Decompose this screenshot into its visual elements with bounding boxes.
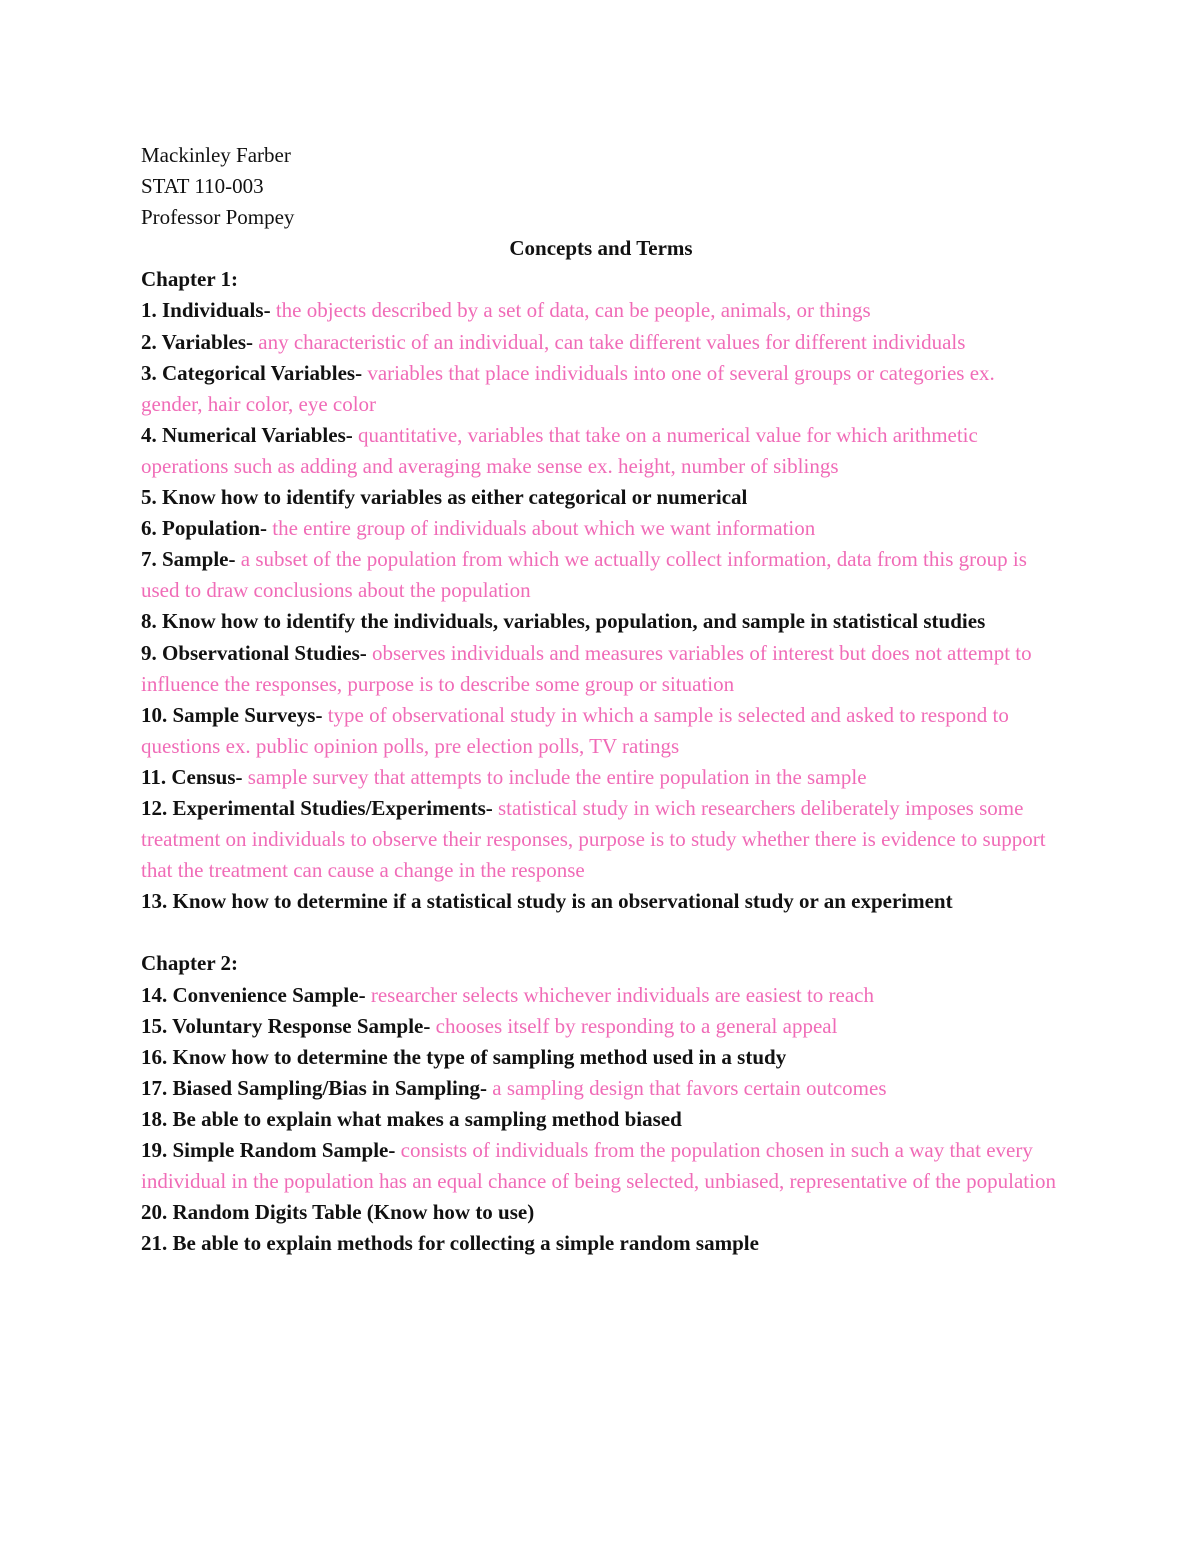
term-separator: - bbox=[228, 547, 241, 572]
term-label: 11. Census bbox=[141, 764, 236, 789]
term-label: 14. Convenience Sample bbox=[141, 982, 359, 1007]
list-item bbox=[141, 295, 1061, 326]
author-name: Mackinley Farber bbox=[141, 143, 291, 167]
list-item bbox=[141, 762, 1061, 793]
list-item bbox=[141, 1042, 1061, 1073]
document-page bbox=[141, 140, 1061, 1259]
term-separator: - bbox=[388, 1138, 401, 1162]
term-label: 16. Know how to determine the type of sampling method used in a study bbox=[141, 1044, 787, 1069]
list-item bbox=[141, 482, 1061, 513]
term-label: 7. Sample bbox=[141, 547, 229, 572]
list-item bbox=[141, 513, 1061, 544]
term-label: 9. Observational Studies bbox=[141, 640, 360, 665]
term-label: 2. Variables bbox=[141, 329, 247, 354]
term-definition: any characteristic of an individual, can take different values for different individuals bbox=[258, 329, 966, 354]
term-separator: - bbox=[260, 516, 273, 541]
list-item bbox=[141, 1197, 1061, 1228]
term-separator: - bbox=[355, 360, 368, 385]
chapter-2-list bbox=[141, 980, 1061, 1260]
term-label: 15. Voluntary Response Sample bbox=[141, 1013, 424, 1038]
term-label: 17. Biased Sampling/Bias in Sampling bbox=[141, 1075, 481, 1100]
term-label: 3. Categorical Variables bbox=[141, 360, 356, 385]
term-label: 19. Simple Random Sample bbox=[141, 1138, 389, 1162]
term-definition: the entire group of individuals about which we want information bbox=[272, 516, 816, 541]
list-item bbox=[141, 1011, 1061, 1042]
term-label: 6. Population bbox=[141, 516, 261, 541]
chapter-2-heading: Chapter 2: bbox=[141, 951, 239, 976]
list-item bbox=[141, 358, 1061, 420]
term-definition: consists of individuals from the population chosen in such a way that every individual in the population has an equal chance of being selected, unbiased, representative of the population bbox=[141, 1138, 1056, 1194]
term-separator: - bbox=[345, 422, 358, 447]
term-definition: chooses itself by responding to a general appeal bbox=[435, 1013, 838, 1038]
list-item bbox=[141, 420, 1061, 482]
term-definition: researcher selects whichever individuals are easiest to reach bbox=[370, 982, 874, 1007]
term-separator: - bbox=[358, 982, 371, 1007]
term-definition: the objects described by a set of data, can be people, animals, or things bbox=[275, 298, 871, 323]
list-item bbox=[141, 1104, 1061, 1135]
term-definition: observes individuals and measures variables of interest but does not attempt to influence the responses, purpose is to describe some group or situation bbox=[141, 640, 1032, 696]
term-definition: type of observational study in which a sample is selected and asked to respond to questions ex. public opinion polls, pre election polls, TV ratings bbox=[141, 702, 1009, 758]
list-item bbox=[141, 606, 1061, 637]
list-item bbox=[141, 1073, 1061, 1104]
term-label: 5. Know how to identify variables as either categorical or numerical bbox=[141, 485, 748, 510]
chapter-1-list bbox=[141, 295, 1061, 917]
list-item bbox=[141, 1135, 1061, 1197]
list-item bbox=[141, 544, 1061, 606]
term-separator: - bbox=[246, 329, 259, 354]
term-separator: - bbox=[235, 764, 248, 789]
term-label: 20. Random Digits Table (Know how to use) bbox=[141, 1200, 535, 1225]
list-item bbox=[141, 327, 1061, 358]
term-definition: a sampling design that favors certain outcomes bbox=[492, 1075, 887, 1100]
term-label: 10. Sample Surveys bbox=[141, 702, 316, 727]
course-code: STAT 110-003 bbox=[141, 174, 264, 199]
professor-name: Professor Pompey bbox=[141, 205, 295, 230]
document-title: Concepts and Terms bbox=[509, 236, 693, 261]
list-item bbox=[141, 1228, 1061, 1259]
list-item bbox=[141, 638, 1061, 700]
term-separator: - bbox=[485, 795, 498, 820]
term-definition: statistical study in wich researchers deliberately imposes some treatment on individuals to observe their responses, purpose is to study whether there is evidence to support that the treatment can cause a change in the response bbox=[141, 795, 1046, 883]
term-separator: - bbox=[315, 702, 328, 727]
list-item bbox=[141, 980, 1061, 1011]
list-item bbox=[141, 700, 1061, 762]
term-definition: variables that place individuals into one of several groups or categories ex. gender, hair color, eye color bbox=[141, 360, 995, 416]
term-definition: a subset of the population from which we actually collect information, data from this group is used to draw conclusions about the population bbox=[141, 547, 1027, 603]
term-label: 8. Know how to identify the individuals, variables, population, and sample in statistical studies bbox=[141, 609, 986, 634]
chapter-1-heading: Chapter 1: bbox=[141, 267, 239, 292]
term-label: 4. Numerical Variables bbox=[141, 422, 346, 447]
term-separator: - bbox=[359, 640, 373, 665]
term-separator: - bbox=[423, 1013, 436, 1038]
term-separator: - bbox=[480, 1075, 493, 1100]
term-definition: quantitative, variables that take on a numerical value for which arithmetic operations such as adding and averaging make sense ex. height, number of siblings bbox=[141, 422, 978, 478]
term-label: 21. Be able to explain methods for collecting a simple random sample bbox=[141, 1231, 759, 1256]
list-item bbox=[141, 793, 1061, 886]
term-separator: - bbox=[263, 298, 276, 323]
term-label: 12. Experimental Studies/Experiments bbox=[141, 795, 486, 820]
term-label: 13. Know how to determine if a statistical study is an observational study or an experiment bbox=[141, 889, 953, 914]
term-definition: sample survey that attempts to include the entire population in the sample bbox=[247, 764, 867, 789]
term-label: 18. Be able to explain what makes a sampling method biased bbox=[141, 1106, 682, 1131]
section-spacer bbox=[141, 917, 1061, 948]
list-item bbox=[141, 886, 1061, 917]
term-label: 1. Individuals bbox=[141, 298, 264, 323]
